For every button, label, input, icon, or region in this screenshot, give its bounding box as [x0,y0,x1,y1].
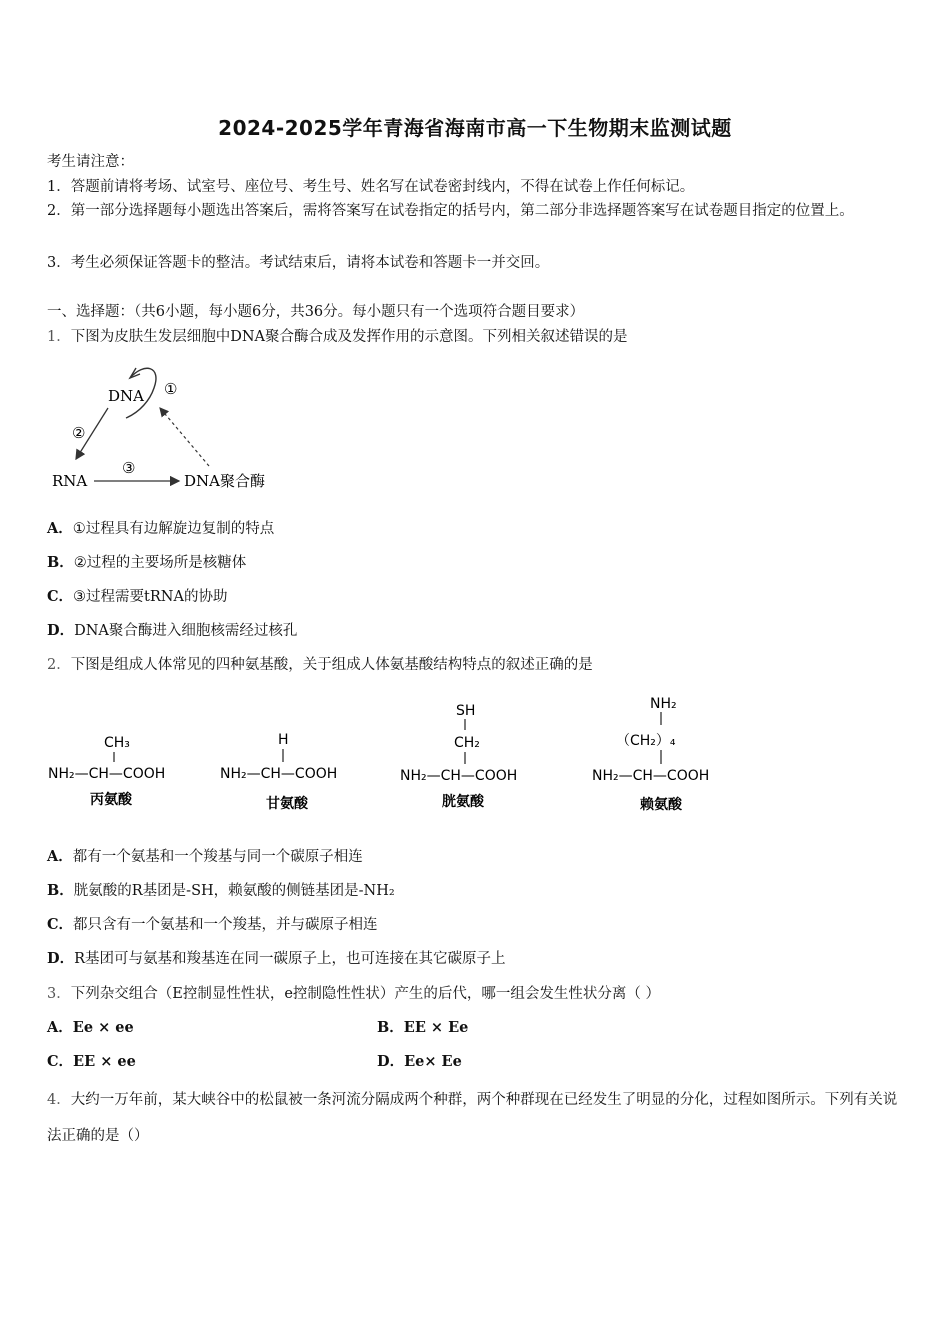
notice-item-2: 2．第一部分选择题每小题选出答案后，需将答案写在试卷指定的括号内，第二部分非选择题答案写在试卷题目指定的位置上。 [47,203,854,219]
q2-option-b: B．胱氨酸的R基团是-SH，赖氨酸的侧链基团是-NH₂ [47,882,395,899]
q2-option-d: D．R基团可与氨基和羧基连在同一碳原子上，也可连接在其它碳原子上 [47,950,506,967]
question-2 [47,656,593,674]
lysine-name: 赖氨酸 [640,797,682,813]
lysine-structure [592,696,709,813]
q3-option-d: D．Ee× Ee [377,1053,462,1070]
alanine-structure [48,735,165,808]
notice-item-3: 3．考生必须保证答题卡的整洁。考试结束后，请将本试卷和答题卡一并交回。 [47,255,550,271]
question-3 [47,985,660,1003]
q1-option-a: A．①过程具有边解旋边复制的特点 [47,520,275,537]
diagram-enzyme-label: DNA聚合酶 [184,472,265,490]
lysine-side-chain-nh2: NH₂ [650,696,677,712]
question-3-stem: 下列杂交组合（E控制显性性状，e控制隐性性状）产生的后代，哪一组会发生性状分离（ ） [70,986,661,1002]
q3-option-a: A．Ee × ee [47,1019,134,1036]
glycine-formula: NH₂—CH—COOH [220,766,338,782]
glycine-structure [220,732,337,812]
diagram-step-3: ③ [122,459,136,477]
alanine-name: 丙氨酸 [90,792,132,808]
question-4-stem: 大约一万年前，某大峡谷中的松鼠被一条河流分隔成两个种群，两个种群现在已经发生了明显的分化，过程如图所示。下列有关说法正确的是（） [47,1092,898,1144]
alanine-formula: NH₂—CH—COOH [48,766,166,782]
cystine-formula: NH₂—CH—COOH [400,768,518,784]
q3-option-c: C．EE × ee [47,1053,136,1070]
question-4-number: 4． [47,1092,71,1108]
diagram-step-2: ② [72,424,86,442]
q2-option-a: A．都有一个氨基和一个羧基与同一个碳原子相连 [47,848,363,865]
q3-option-b: B．EE × Ee [377,1019,469,1036]
alanine-side-chain: CH₃ [104,735,130,751]
question-2-stem: 下图是组成人体常见的四种氨基酸，关于组成人体氨基酸结构特点的叙述正确的是 [70,657,593,673]
cystine-name: 胱氨酸 [442,794,484,810]
notice-heading: 考生请注意： [47,154,134,170]
question-4 [47,1082,903,1154]
cystine-side-chain-sh: SH [456,703,476,719]
question-3-number: 3． [47,986,71,1002]
amino-acid-structures [44,688,764,823]
page-title: 2024-2025学年青海省海南市高一下生物期末监测试题 [218,116,732,140]
glycine-name: 甘氨酸 [266,796,308,812]
question-1-stem: 下图为皮肤生发层细胞中DNA聚合酶合成及发挥作用的示意图。下列相关叙述错误的是 [70,329,628,345]
enzyme-return-arrow [160,408,209,466]
glycine-side-chain: H [278,732,289,748]
question-1-number: 1． [47,329,71,345]
cystine-side-chain-ch2: CH₂ [454,735,480,751]
diagram-dna-label: DNA [108,387,144,405]
lysine-formula: NH₂—CH—COOH [592,768,710,784]
notice-item-1: 1．答题前请将考场、试室号、座位号、考生号、姓名写在试卷密封线内，不得在试卷上作任何标记。 [47,179,695,195]
diagram-rna-label: RNA [52,472,88,490]
question-2-number: 2． [47,657,71,673]
section-heading: 一、选择题：（共6小题，每小题6分，共36分。每小题只有一个选项符合题目要求） [47,304,585,320]
q1-option-d: D．DNA聚合酶进入细胞核需经过核孔 [47,622,298,639]
q1-option-c: C．③过程需要tRNA的协助 [47,588,228,605]
lysine-side-chain-ch2: （CH₂）₄ [616,733,676,749]
q2-option-c: C．都只含有一个氨基和一个羧基，并与碳原子相连 [47,916,378,933]
diagram-step-1: ① [164,380,178,398]
q1-option-b: B．②过程的主要场所是核糖体 [47,554,247,571]
cystine-structure [400,703,517,810]
question-1 [47,328,628,346]
dna-polymerase-diagram [44,356,284,496]
